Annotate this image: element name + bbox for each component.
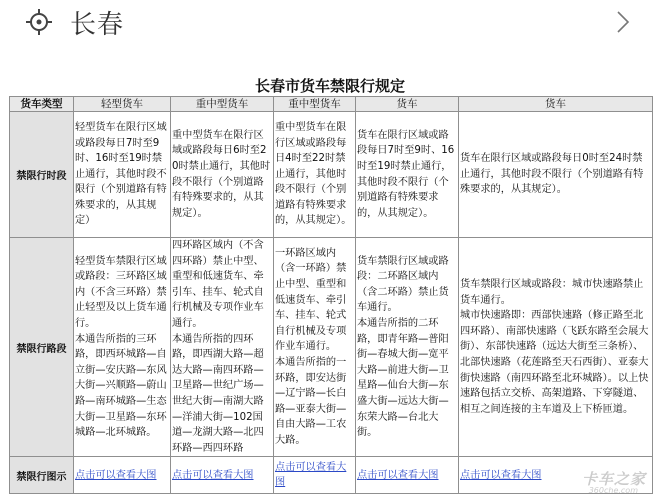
table-cell: 轻型货车在限行区域或路段每日7时至9时、16时至19时禁止通行，其他时段不限行（个别道路有特殊要求的，从其规定） bbox=[74, 112, 171, 238]
table-cell bbox=[274, 457, 356, 494]
view-large-map-link[interactable]: 点击可以查看大图 bbox=[75, 469, 157, 481]
table-cell bbox=[171, 457, 274, 494]
column-header: 重中型货车 bbox=[274, 97, 356, 112]
watermark-logo: 卡车之家 bbox=[581, 470, 646, 488]
table-cell: 重中型货车在限行区域或路段每日4时至22时禁止通行，其他时段不限行（个别道路有特殊要求的，从其规定）。 bbox=[274, 112, 356, 238]
page-title: 长春市货车禁限行规定 bbox=[254, 77, 405, 95]
column-header: 货车 bbox=[459, 97, 653, 112]
view-large-map-link[interactable]: 点击可以查看大图 bbox=[460, 469, 542, 481]
table-row bbox=[10, 112, 653, 238]
table-header-row bbox=[10, 97, 653, 112]
table-cell: 货车在限行区域或路段每日0时至24时禁止通行，其他时段不限行（个别道路有特殊要求的，从其规定）。 bbox=[459, 112, 653, 238]
table-cell: 货车在限行区域或路段每日7时至9时、16时至19时禁止通行，其他时段不限行（个别道路有特殊要求的，从其规定）。 bbox=[356, 112, 459, 238]
watermark-url: 360che.com bbox=[588, 486, 638, 495]
column-header: 货车类型 bbox=[10, 97, 74, 112]
view-large-map-link[interactable]: 点击可以查看大图 bbox=[172, 469, 254, 481]
top-bar bbox=[0, 0, 660, 44]
table-cell: 一环路区域内（含一环路）禁止中型、重型和低速货车、牵引车、挂车、轮式自行机械及专项作业车通行。 本通告所指的一环路，即安达街—辽宁路—长白路—亚泰大街—自由大路—工农大路。 bbox=[274, 238, 356, 457]
column-header: 重中型货车 bbox=[171, 97, 274, 112]
table-cell bbox=[74, 457, 171, 494]
column-header: 货车 bbox=[356, 97, 459, 112]
table-cell: 四环路区域内（不含四环路）禁止中型、重型和低速货车、牵引车、挂车、轮式自行机械及专项作业车通行。 本通告所指的四环路，即西湖大路—超达大路—南四环路—卫星路—世纪广场—世纪大街—南湖大路—洋浦大街—102国道—龙湖大路—北四环路—西四环路 bbox=[171, 238, 274, 457]
table-row bbox=[10, 457, 653, 494]
city-name[interactable]: 长春 bbox=[70, 10, 125, 40]
row-label: 禁限行时段 bbox=[10, 112, 74, 238]
chevron-right-icon[interactable] bbox=[616, 10, 630, 34]
row-label: 禁限行图示 bbox=[10, 457, 74, 494]
table-cell: 重中型货车在限行区域或路段每日6时至20时禁止通行，其他时段不限行（个别道路有特殊要求的，从其规定）。 bbox=[171, 112, 274, 238]
locate-icon[interactable] bbox=[26, 9, 52, 35]
view-large-map-link[interactable]: 点击可以查看大图 bbox=[275, 461, 347, 489]
truck-restriction-table bbox=[9, 96, 653, 494]
table-cell: 轻型货车禁限行区域或路段：三环路区域内（不含三环路）禁止轻型及以上货车通行。 本通告所指的三环路，即西环城路—自立街—安庆路—东风大街—兴顺路—蔚山路—南环城路—生态大街—卫星路—东环城路—北环城路。 bbox=[74, 238, 171, 457]
view-large-map-link[interactable]: 点击可以查看大图 bbox=[357, 469, 439, 481]
table-cell: 货车禁限行区域或路段：城市快速路禁止货车通行。 城市快速路即：西部快速路（修正路至北四环路）、南部快速路（飞跃东路至会展大街）、东部快速路（远达大街至三条桥）、北部快速路（花莲路至天石西街）、亚泰大街快速路（南四环路至北环城路）。以上快速路包括立交桥、高架道路、下穿隧道、相互之间连接的主车道及上下桥匝道。 bbox=[459, 238, 653, 457]
table-cell: 货车禁限行区域或路段：二环路区域内（含二环路）禁止货车通行。 本通告所指的二环路，即青年路—普阳街—春城大街—宽平大路—前进大街—卫星路—仙台大街—东盛大街—远达大街—东荣大路—台北大街。 bbox=[356, 238, 459, 457]
table-cell bbox=[356, 457, 459, 494]
row-label: 禁限行路段 bbox=[10, 238, 74, 457]
table-row bbox=[10, 238, 653, 457]
column-header: 轻型货车 bbox=[74, 97, 171, 112]
